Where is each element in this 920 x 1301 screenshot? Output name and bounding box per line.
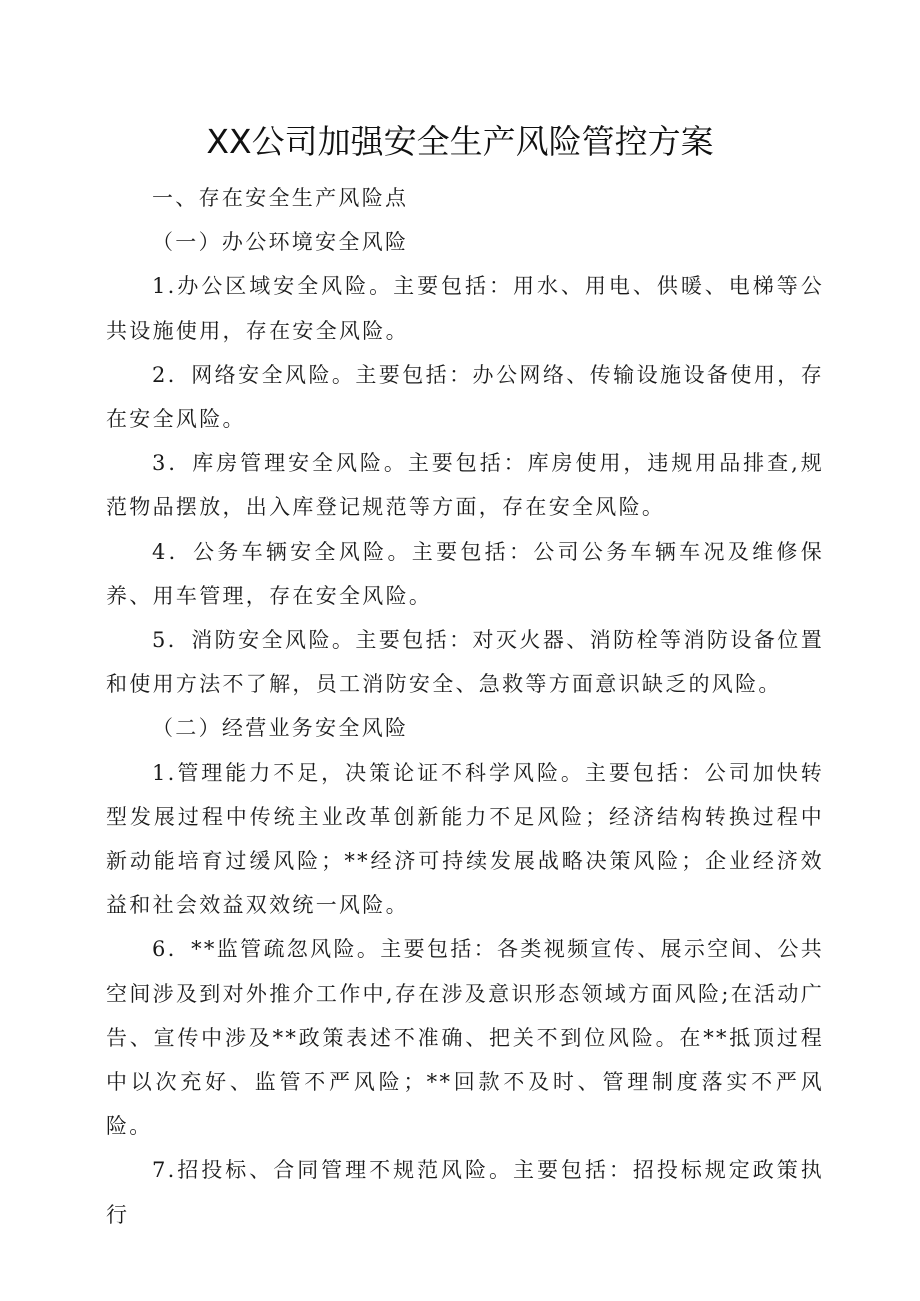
risk-item-paragraph: 4．公务车辆安全风险。主要包括：公司公务车辆车况及维修保养、用车管理，存在安全风险。 [106, 539, 824, 608]
risk-item-paragraph: 7.招投标、合同管理不规范风险。主要包括：招投标规定政策执行 [106, 1158, 824, 1227]
risk-item-paragraph: 2．网络安全风险。主要包括：办公网络、传输设施设备使用，存在安全风险。 [106, 362, 824, 432]
risk-item-paragraph: 1.管理能力不足，决策论证不科学风险。主要包括：公司加快转型发展过程中传统主业改革创新能力不足风险；经济结构转换过程中新动能培育过缓风险；**经济可持续发展战略决策风险；企业经济效益和社会效益双效统一风险。 [106, 760, 824, 918]
risk-item-paragraph: 1.办公区域安全风险。主要包括：用水、用电、供暖、电梯等公共设施使用，存在安全风险。 [106, 274, 824, 343]
section-heading: 一、存在安全生产风险点 [152, 186, 409, 210]
risk-item-paragraph: 5．消防安全风险。主要包括：对灭火器、消防栓等消防设备位置和使用方法不了解，员工消防安全、急救等方面意识缺乏的风险。 [106, 628, 824, 697]
document-body [106, 176, 824, 1237]
subsection-heading: （二）经营业务安全风险 [152, 716, 409, 741]
subsection-heading: （一）办公环境安全风险 [152, 230, 409, 255]
risk-item-paragraph: 3．库房管理安全风险。主要包括：库房使用，违规用品排查,规范物品摆放，出入库登记规范等方面，存在安全风险。 [106, 451, 824, 520]
document-title: XX公司加强安全生产风险管控方案 [206, 122, 714, 161]
risk-item-paragraph: 6．**监管疏忽风险。主要包括：各类视频宣传、展示空间、公共空间涉及到对外推介工作中,存在涉及意识形态领域方面风险;在活动广告、宣传中涉及**政策表述不准确、把关不到位风险。在**抵顶过程中以次充好、监管不严风险；**回款不及时、管理制度落实不严风险。 [106, 937, 824, 1139]
